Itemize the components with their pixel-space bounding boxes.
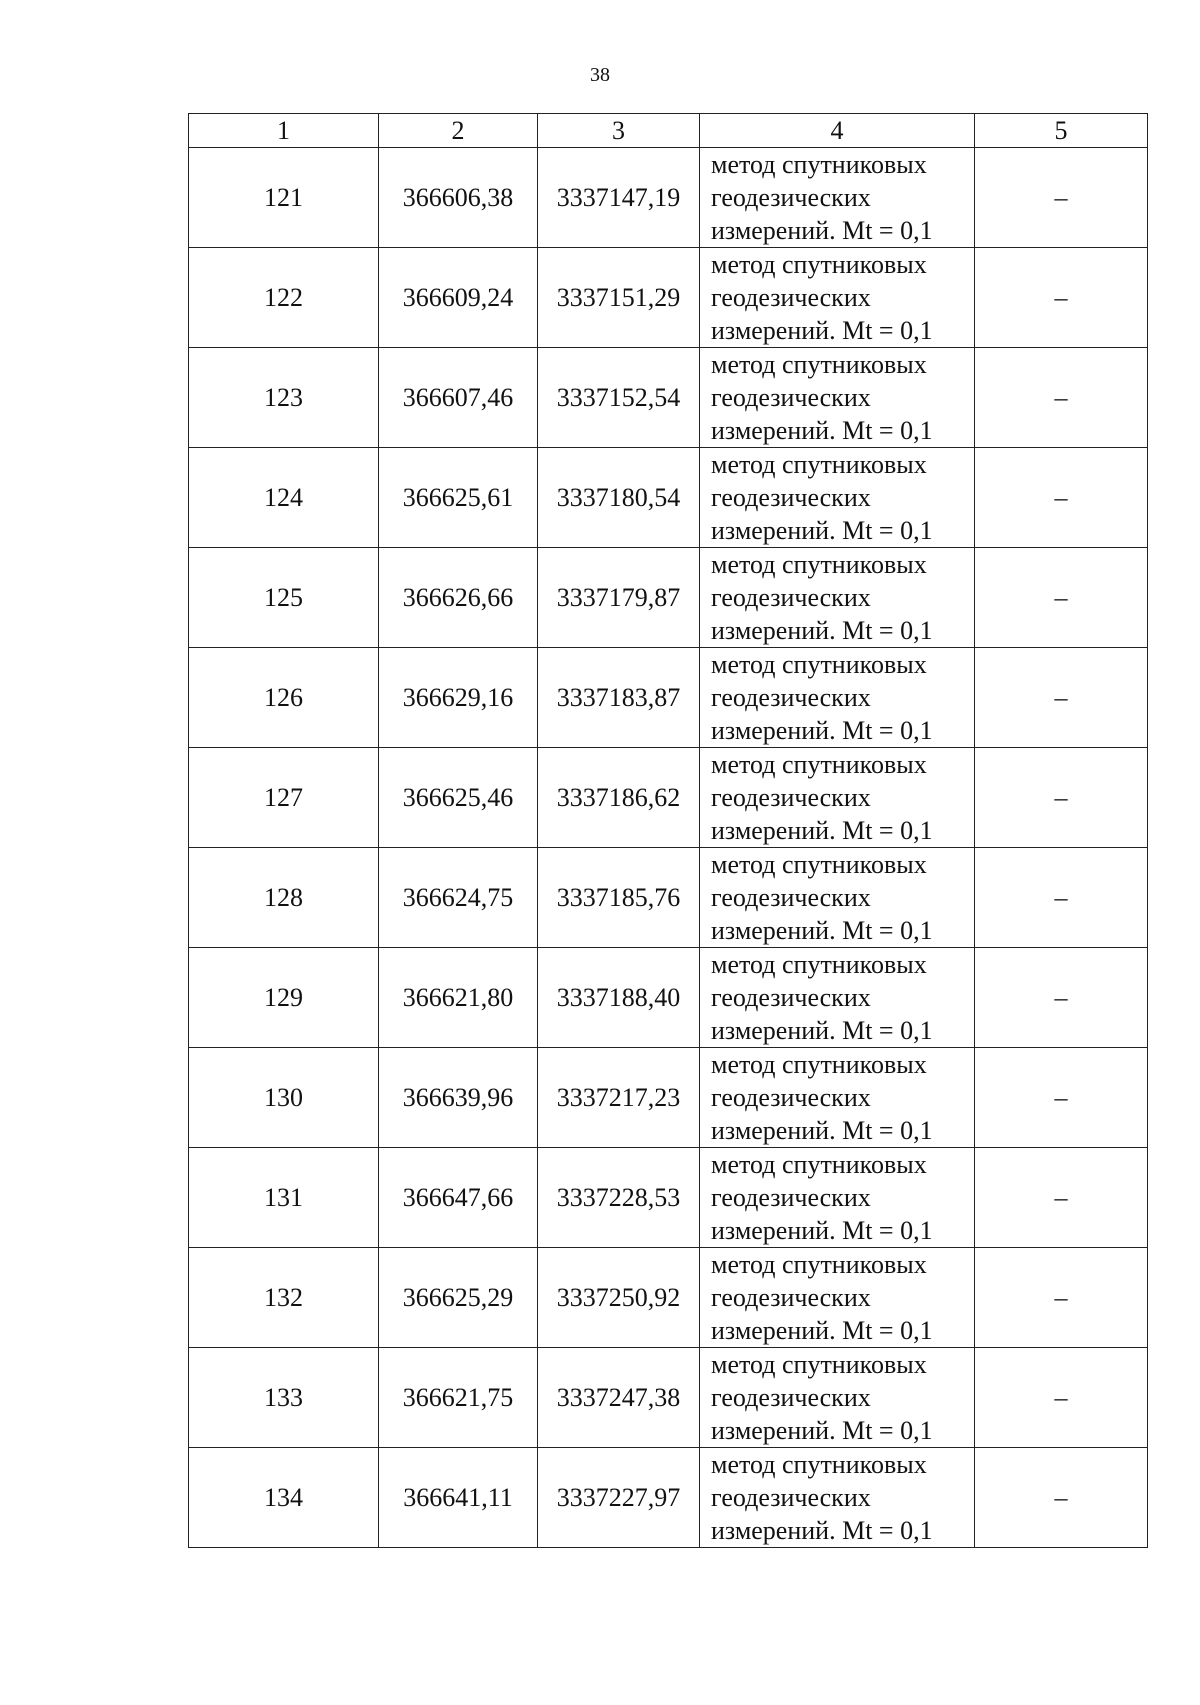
table-row [189, 1248, 1148, 1348]
method-line: измерений. Mt = 0,1 [711, 516, 933, 545]
table-row [189, 1148, 1148, 1248]
method-cell [700, 548, 975, 648]
method-line: геодезических [711, 483, 871, 512]
point-number-cell: 129 [189, 948, 379, 1048]
extra-cell: – [975, 1248, 1148, 1348]
point-number-cell: 122 [189, 248, 379, 348]
method-line: геодезических [711, 183, 871, 212]
table-row [189, 348, 1148, 448]
method-line: метод спутниковых [711, 1450, 927, 1479]
method-line: геодезических [711, 1083, 871, 1112]
method-line: метод спутниковых [711, 750, 927, 779]
y-coordinate-cell: 3337147,19 [538, 148, 700, 248]
y-coordinate-cell: 3337217,23 [538, 1048, 700, 1148]
table-row [189, 948, 1148, 1048]
x-coordinate-cell: 366624,75 [379, 848, 538, 948]
method-line: измерений. Mt = 0,1 [711, 1216, 933, 1245]
header-cell-1: 1 [189, 114, 379, 148]
method-line: измерений. Mt = 0,1 [711, 716, 933, 745]
extra-cell: – [975, 1448, 1148, 1548]
extra-cell: – [975, 548, 1148, 648]
extra-cell: – [975, 448, 1148, 548]
extra-cell: – [975, 948, 1148, 1048]
extra-cell: – [975, 248, 1148, 348]
point-number-cell: 121 [189, 148, 379, 248]
method-line: геодезических [711, 1483, 871, 1512]
table-row [189, 148, 1148, 248]
method-line: метод спутниковых [711, 550, 927, 579]
header-cell-2: 2 [379, 114, 538, 148]
method-line: измерений. Mt = 0,1 [711, 416, 933, 445]
method-cell [700, 248, 975, 348]
point-number-cell: 125 [189, 548, 379, 648]
header-cell-4: 4 [700, 114, 975, 148]
x-coordinate-cell: 366607,46 [379, 348, 538, 448]
method-line: геодезических [711, 583, 871, 612]
table-row [189, 848, 1148, 948]
method-line: метод спутниковых [711, 650, 927, 679]
method-line: измерений. Mt = 0,1 [711, 1116, 933, 1145]
table-row [189, 1348, 1148, 1448]
method-line: геодезических [711, 283, 871, 312]
method-line: геодезических [711, 883, 871, 912]
method-line: геодезических [711, 783, 871, 812]
method-line: измерений. Mt = 0,1 [711, 1316, 933, 1345]
y-coordinate-cell: 3337228,53 [538, 1148, 700, 1248]
method-line: метод спутниковых [711, 950, 927, 979]
x-coordinate-cell: 366609,24 [379, 248, 538, 348]
x-coordinate-cell: 366647,66 [379, 1148, 538, 1248]
extra-cell: – [975, 848, 1148, 948]
x-coordinate-cell: 366639,96 [379, 1048, 538, 1148]
extra-cell: – [975, 148, 1148, 248]
point-number-cell: 131 [189, 1148, 379, 1248]
extra-cell: – [975, 1048, 1148, 1148]
table-row [189, 548, 1148, 648]
x-coordinate-cell: 366621,75 [379, 1348, 538, 1448]
y-coordinate-cell: 3337185,76 [538, 848, 700, 948]
extra-cell: – [975, 348, 1148, 448]
method-line: метод спутниковых [711, 1350, 927, 1379]
point-number-cell: 124 [189, 448, 379, 548]
method-cell [700, 1148, 975, 1248]
method-line: геодезических [711, 683, 871, 712]
extra-cell: – [975, 1148, 1148, 1248]
header-cell-3: 3 [538, 114, 700, 148]
y-coordinate-cell: 3337152,54 [538, 348, 700, 448]
x-coordinate-cell: 366625,61 [379, 448, 538, 548]
y-coordinate-cell: 3337183,87 [538, 648, 700, 748]
x-coordinate-cell: 366625,29 [379, 1248, 538, 1348]
y-coordinate-cell: 3337180,54 [538, 448, 700, 548]
method-line: метод спутниковых [711, 250, 927, 279]
method-cell [700, 1048, 975, 1148]
method-line: геодезических [711, 1183, 871, 1212]
point-number-cell: 123 [189, 348, 379, 448]
point-number-cell: 130 [189, 1048, 379, 1148]
point-number-cell: 127 [189, 748, 379, 848]
method-cell [700, 348, 975, 448]
point-number-cell: 134 [189, 1448, 379, 1548]
method-cell [700, 748, 975, 848]
x-coordinate-cell: 366626,66 [379, 548, 538, 648]
table-row [189, 748, 1148, 848]
y-coordinate-cell: 3337179,87 [538, 548, 700, 648]
y-coordinate-cell: 3337151,29 [538, 248, 700, 348]
table-header-row [189, 114, 1148, 148]
method-cell [700, 1348, 975, 1448]
page-number: 38 [590, 64, 610, 86]
method-cell [700, 1448, 975, 1548]
method-line: измерений. Mt = 0,1 [711, 316, 933, 345]
method-line: измерений. Mt = 0,1 [711, 916, 933, 945]
point-number-cell: 128 [189, 848, 379, 948]
method-line: геодезических [711, 983, 871, 1012]
method-line: измерений. Mt = 0,1 [711, 1016, 933, 1045]
x-coordinate-cell: 366629,16 [379, 648, 538, 748]
method-line: метод спутниковых [711, 150, 927, 179]
coordinates-table-body [189, 114, 1148, 1548]
table-row [189, 248, 1148, 348]
method-line: метод спутниковых [711, 450, 927, 479]
method-line: геодезических [711, 1283, 871, 1312]
method-line: метод спутниковых [711, 850, 927, 879]
method-cell [700, 648, 975, 748]
y-coordinate-cell: 3337186,62 [538, 748, 700, 848]
point-number-cell: 126 [189, 648, 379, 748]
x-coordinate-cell: 366641,11 [379, 1448, 538, 1548]
y-coordinate-cell: 3337227,97 [538, 1448, 700, 1548]
method-cell [700, 448, 975, 548]
table-row [189, 1448, 1148, 1548]
method-cell [700, 148, 975, 248]
method-line: измерений. Mt = 0,1 [711, 1516, 933, 1545]
extra-cell: – [975, 1348, 1148, 1448]
extra-cell: – [975, 648, 1148, 748]
method-cell [700, 848, 975, 948]
method-line: метод спутниковых [711, 1150, 927, 1179]
method-line: измерений. Mt = 0,1 [711, 216, 933, 245]
table-row [189, 448, 1148, 548]
x-coordinate-cell: 366625,46 [379, 748, 538, 848]
method-line: метод спутниковых [711, 1050, 927, 1079]
point-number-cell: 133 [189, 1348, 379, 1448]
method-line: метод спутниковых [711, 350, 927, 379]
y-coordinate-cell: 3337188,40 [538, 948, 700, 1048]
method-line: измерений. Mt = 0,1 [711, 616, 933, 645]
method-line: измерений. Mt = 0,1 [711, 816, 933, 845]
y-coordinate-cell: 3337250,92 [538, 1248, 700, 1348]
extra-cell: – [975, 748, 1148, 848]
x-coordinate-cell: 366621,80 [379, 948, 538, 1048]
table-row [189, 1048, 1148, 1148]
method-line: геодезических [711, 1383, 871, 1412]
x-coordinate-cell: 366606,38 [379, 148, 538, 248]
method-cell [700, 948, 975, 1048]
method-cell [700, 1248, 975, 1348]
header-cell-5: 5 [975, 114, 1148, 148]
coordinates-table [188, 113, 1148, 1548]
method-line: геодезических [711, 383, 871, 412]
method-line: метод спутниковых [711, 1250, 927, 1279]
method-line: измерений. Mt = 0,1 [711, 1416, 933, 1445]
y-coordinate-cell: 3337247,38 [538, 1348, 700, 1448]
table-row [189, 648, 1148, 748]
point-number-cell: 132 [189, 1248, 379, 1348]
